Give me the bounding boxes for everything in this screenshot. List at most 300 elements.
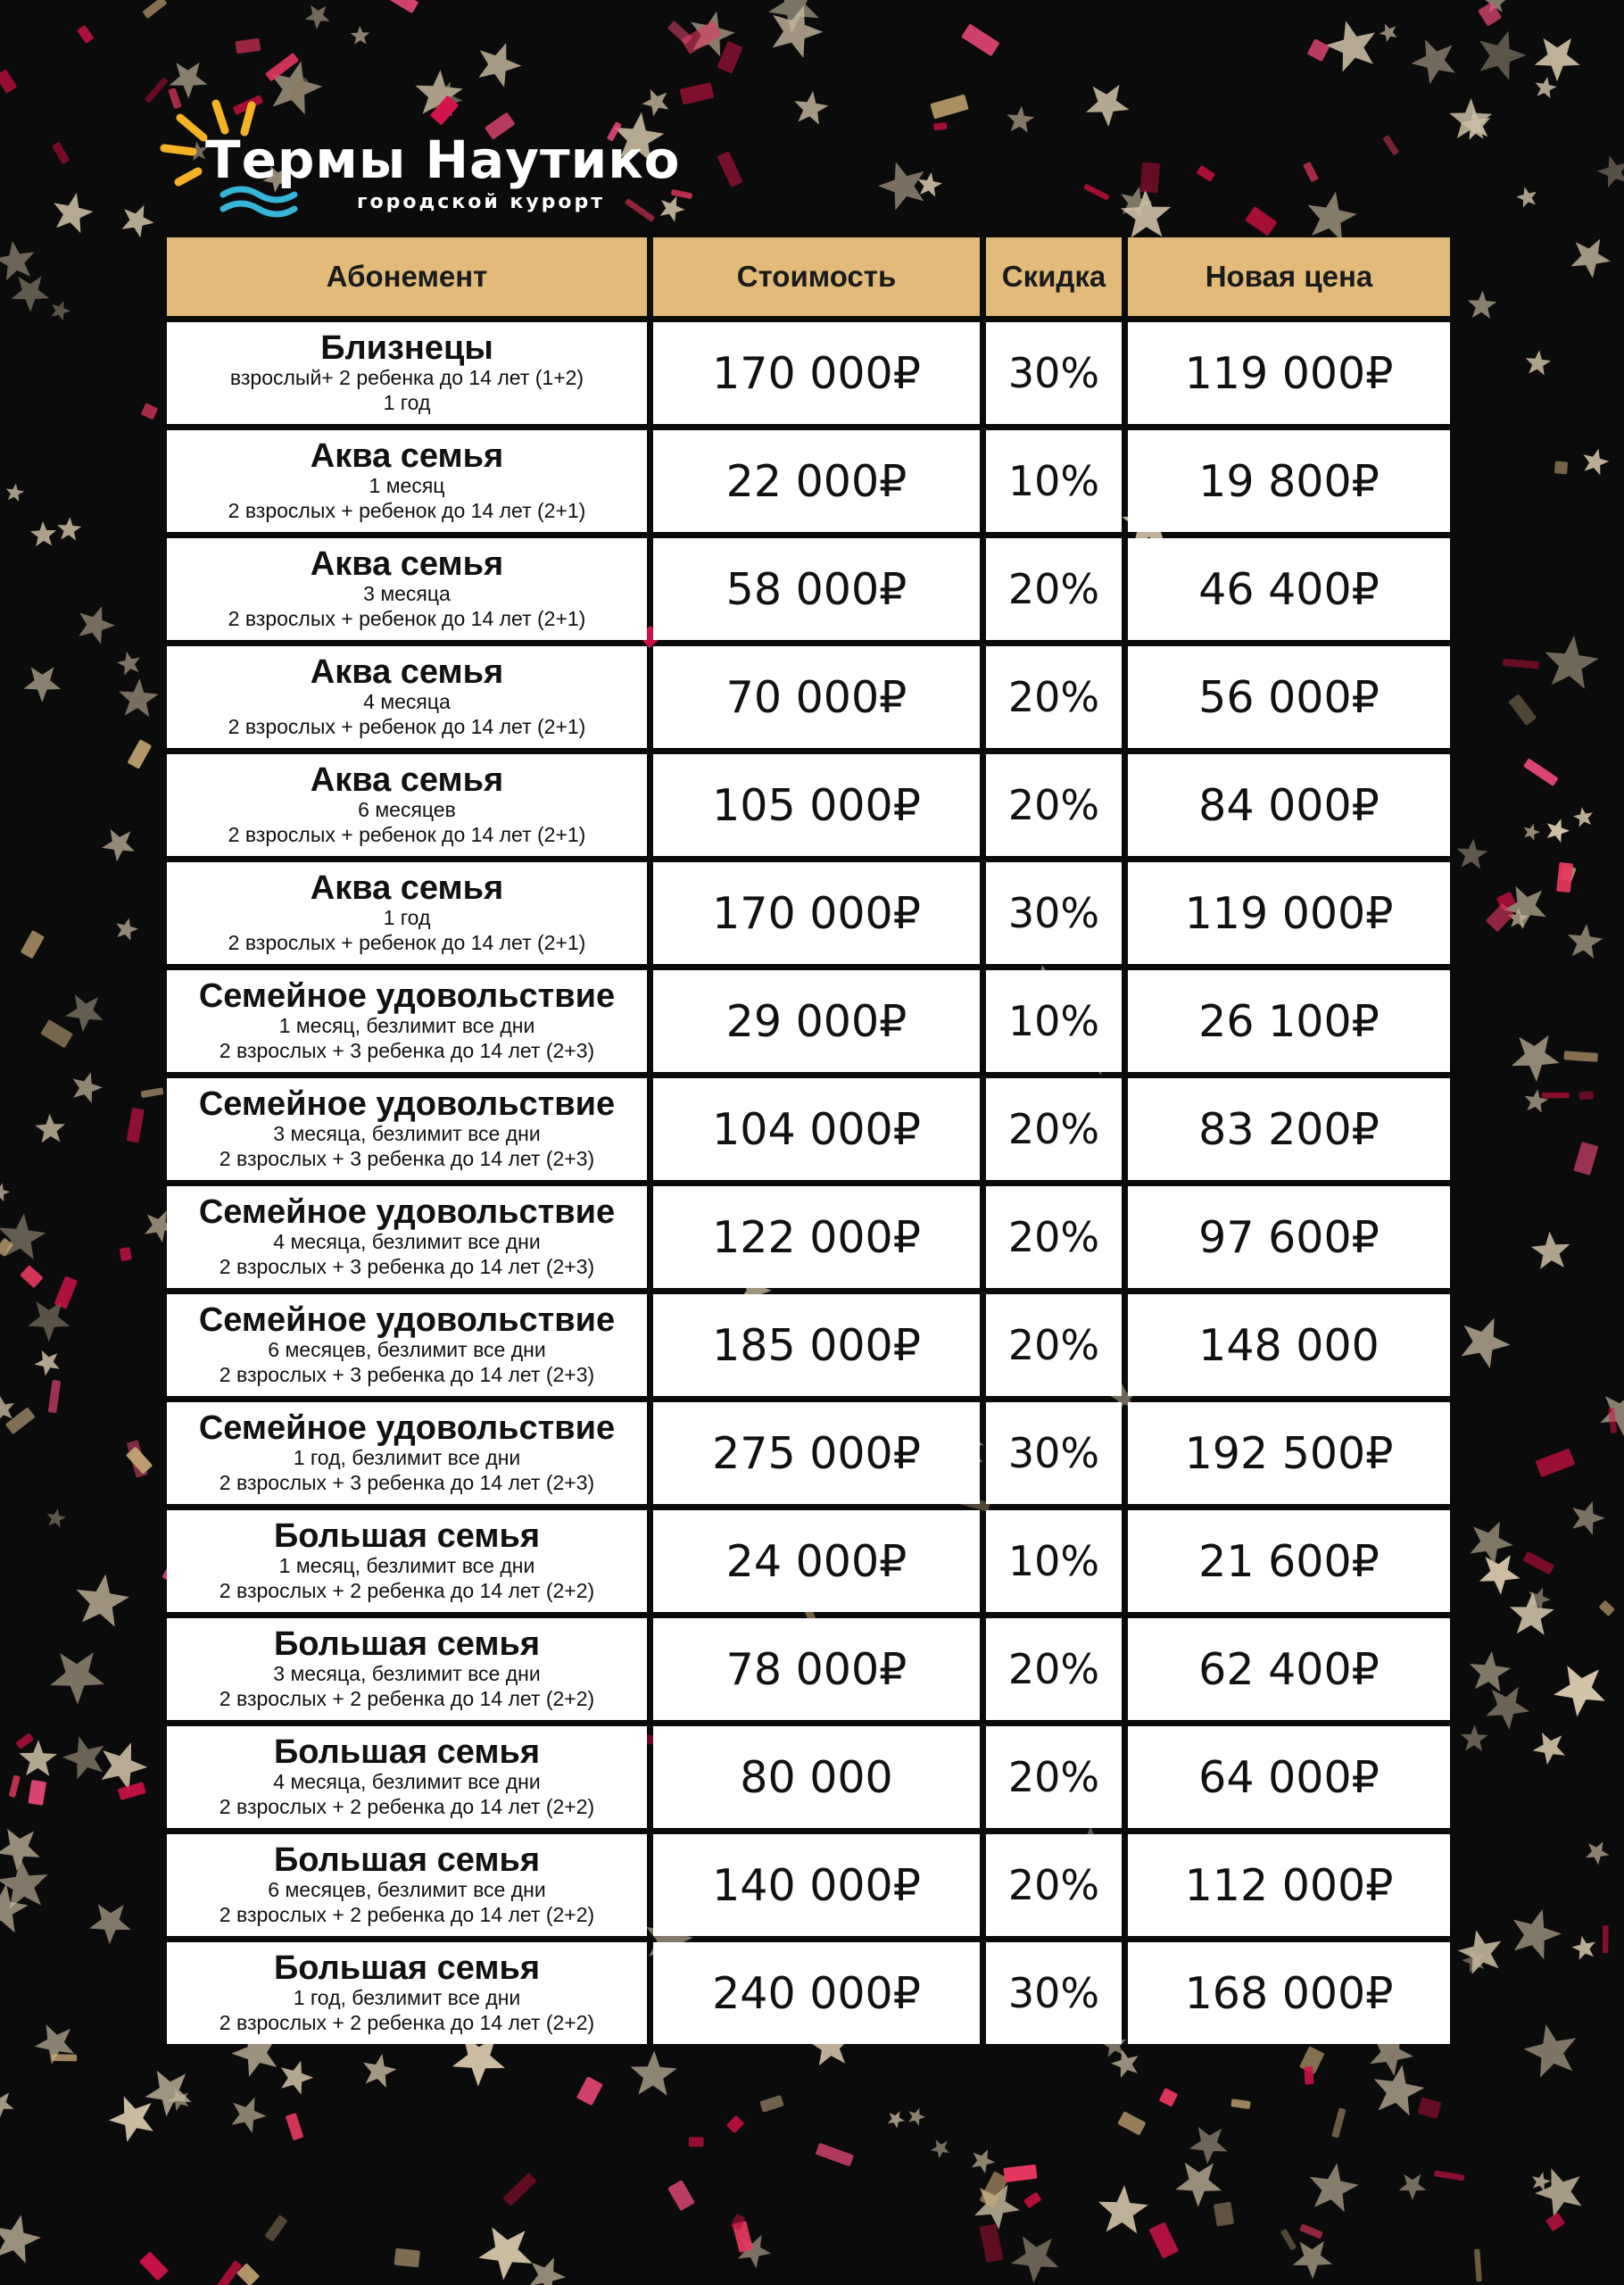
confetti-piece: [1578, 1091, 1594, 1100]
new-price-cell: [1128, 1402, 1450, 1504]
confetti-piece: [671, 189, 692, 199]
confetti-piece: [40, 1019, 73, 1048]
brand-name: Термы Наутико: [205, 129, 681, 190]
confetti-piece: [118, 1782, 146, 1800]
discount-value: 20%: [1007, 1321, 1100, 1369]
star-icon: [47, 1508, 66, 1528]
confetti-piece: [667, 21, 692, 45]
confetti-piece: [1159, 2088, 1179, 2107]
plan-name: Большая семья: [273, 1949, 541, 1987]
star-icon: [1583, 449, 1609, 476]
table-row: [167, 1186, 1456, 1288]
confetti-piece: [1303, 162, 1319, 182]
table-row: [167, 538, 1456, 640]
confetti-piece: [21, 930, 45, 959]
new-price-value: 119 000₽: [1184, 347, 1394, 399]
price-cell: [653, 1402, 980, 1504]
plan-cell: [167, 862, 647, 964]
confetti-piece: [979, 2223, 1003, 2263]
star-icon: [109, 2097, 153, 2142]
confetti-piece: [1573, 1142, 1598, 1176]
brand-tagline: городской курорт: [357, 191, 606, 213]
star-icon: [1554, 1666, 1605, 1716]
price-value: 122 000₽: [712, 1211, 921, 1263]
confetti-piece: [680, 82, 715, 104]
price-value: 22 000₽: [725, 455, 907, 507]
table-row: [167, 1294, 1456, 1396]
star-icon: [1479, 31, 1527, 80]
price-value: 275 000₽: [712, 1427, 921, 1479]
confetti-piece: [726, 2115, 745, 2134]
plan-name: Семейное удовольствие: [198, 977, 616, 1015]
price-cell: [653, 646, 980, 748]
star-icon: [117, 652, 140, 676]
confetti-piece: [1434, 2170, 1465, 2181]
confetti-piece: [759, 2095, 784, 2113]
price-cell: [653, 1186, 980, 1288]
discount-value: 20%: [1007, 565, 1100, 613]
price-cell: [653, 754, 980, 856]
discount-cell: [986, 1294, 1122, 1396]
price-value: 24 000₽: [725, 1535, 907, 1587]
table-row: [167, 970, 1456, 1072]
plan-detail-1: 4 месяца: [363, 690, 451, 713]
discount-value: 20%: [1007, 1861, 1100, 1909]
table-row: [167, 430, 1456, 532]
star-icon: [232, 2098, 267, 2133]
star-icon: [351, 26, 370, 45]
plan-name: Семейное удовольствие: [198, 1301, 616, 1339]
star-icon: [1374, 2065, 1425, 2116]
plan-cell: [167, 1834, 647, 1936]
confetti-piece: [933, 122, 948, 130]
plan-detail-2: 2 взрослых + ребенок до 14 лет (2+1): [228, 607, 586, 630]
table-header-row: [167, 237, 1456, 316]
new-price-cell: [1128, 1510, 1450, 1612]
new-price-cell: [1128, 1726, 1450, 1828]
plan-name: Семейное удовольствие: [198, 1085, 616, 1123]
plan-detail-1: 4 месяца, безлимит все дни: [273, 1770, 541, 1793]
confetti-piece: [1083, 184, 1110, 201]
star-icon: [1571, 239, 1612, 278]
new-price-value: 97 600₽: [1198, 1211, 1380, 1263]
discount-cell: [986, 1618, 1122, 1720]
star-icon: [0, 1396, 14, 1421]
plan-detail-2: 2 взрослых + 2 ребенка до 14 лет (2+2): [219, 2011, 595, 2034]
plan-detail-2: 2 взрослых + 2 ребенка до 14 лет (2+2): [219, 1795, 595, 1818]
plan-cell: [167, 970, 647, 1072]
new-price-cell: [1128, 1078, 1450, 1180]
star-icon: [54, 193, 93, 233]
confetti-piece: [1556, 862, 1573, 893]
star-icon: [1512, 1035, 1560, 1082]
confetti-piece: [1382, 135, 1399, 155]
price-cell: [653, 322, 980, 424]
price-cell: [653, 1510, 980, 1612]
star-icon: [1189, 2127, 1228, 2165]
star-icon: [642, 89, 668, 116]
star-icon: [1568, 924, 1603, 959]
star-icon: [1399, 2174, 1427, 2200]
new-price-cell: [1128, 646, 1450, 748]
confetti-piece: [286, 2113, 304, 2140]
price-cell: [653, 1078, 980, 1180]
plan-detail-1: 1 месяц, безлимит все дни: [278, 1554, 535, 1577]
confetti-piece: [625, 198, 655, 222]
new-price-cell: [1128, 1942, 1450, 2044]
confetti-piece: [20, 1265, 43, 1288]
plan-name: Аква семья: [310, 437, 504, 475]
discount-value: 10%: [1007, 1537, 1100, 1585]
star-icon: [0, 241, 35, 280]
price-cell: [653, 1618, 980, 1720]
star-icon: [1175, 2163, 1222, 2207]
table-row: [167, 322, 1456, 424]
confetti-piece: [930, 94, 968, 119]
new-price-cell: [1128, 538, 1450, 640]
star-icon: [931, 2140, 949, 2158]
star-icon: [145, 2071, 192, 2117]
star-icon: [281, 2061, 313, 2095]
plan-cell: [167, 1726, 647, 1828]
star-icon: [57, 517, 81, 540]
confetti-piece: [28, 1780, 46, 1806]
star-icon: [1310, 2163, 1359, 2212]
plan-detail-2: 2 взрослых + ребенок до 14 лет (2+1): [228, 499, 586, 522]
discount-cell: [986, 1834, 1122, 1936]
discount-value: 20%: [1007, 1645, 1100, 1693]
star-icon: [77, 1575, 129, 1627]
plan-cell: [167, 538, 647, 640]
new-price-value: 21 600₽: [1198, 1535, 1380, 1587]
plan-detail-1: 4 месяца, безлимит все дни: [273, 1230, 541, 1253]
plan-detail-1: 1 год: [383, 906, 431, 929]
price-value: 80 000: [740, 1751, 893, 1803]
star-icon: [1536, 77, 1557, 98]
confetti-piece: [52, 142, 70, 165]
plan-detail-1: 1 месяц: [369, 474, 445, 497]
plan-detail-2: 2 взрослых + 3 ребенка до 14 лет (2+3): [219, 1039, 595, 1062]
new-price-cell: [1128, 322, 1450, 424]
star-icon: [34, 1350, 59, 1376]
confetti-piece: [1523, 758, 1559, 786]
new-price-value: 26 100₽: [1198, 995, 1380, 1047]
plan-detail-2: 1 год: [383, 391, 431, 414]
discount-value: 10%: [1007, 457, 1100, 505]
plan-detail-1: 1 год, безлимит все дни: [293, 1986, 521, 2009]
price-value: 240 000₽: [712, 1967, 921, 2019]
star-icon: [478, 2227, 532, 2280]
price-value: 140 000₽: [712, 1859, 921, 1911]
star-icon: [73, 1072, 103, 1103]
confetti-piece: [77, 25, 95, 44]
confetti-piece: [142, 0, 167, 19]
star-icon: [6, 484, 25, 502]
plan-detail-1: 6 месяцев: [358, 798, 456, 821]
price-value: 58 000₽: [725, 563, 907, 615]
star-icon: [878, 162, 924, 210]
star-icon: [1098, 2185, 1148, 2233]
table-row: [167, 1078, 1456, 1180]
star-icon: [908, 2108, 925, 2126]
confetti-piece: [816, 2143, 854, 2167]
confetti-piece: [15, 1732, 34, 1749]
plan-name: Большая семья: [273, 1625, 541, 1663]
plan-detail-1: 1 месяц, безлимит все дни: [278, 1014, 535, 1037]
price-cell: [653, 970, 980, 1072]
plan-detail-2: 2 взрослых + 2 ребенка до 14 лет (2+2): [219, 1903, 595, 1926]
new-price-cell: [1128, 1186, 1450, 1288]
new-price-value: 83 200₽: [1198, 1103, 1380, 1155]
plan-name: Аква семья: [310, 761, 504, 799]
discount-cell: [986, 862, 1122, 964]
star-icon: [116, 918, 138, 940]
star-icon: [530, 2257, 567, 2285]
star-icon: [35, 1114, 65, 1143]
new-price-value: 168 000₽: [1184, 1967, 1394, 2019]
star-icon: [1468, 291, 1497, 320]
plan-cell: [167, 1294, 647, 1396]
star-icon: [1086, 85, 1130, 127]
discount-cell: [986, 1510, 1122, 1612]
star-icon: [12, 276, 49, 312]
new-price-cell: [1128, 970, 1450, 1072]
star-icon: [24, 667, 62, 702]
plan-detail-2: 2 взрослых + 2 ребенка до 14 лет (2+2): [219, 1687, 595, 1710]
confetti-piece: [1603, 1925, 1609, 1953]
confetti-piece: [235, 38, 261, 54]
table-row: [167, 1618, 1456, 1720]
plan-detail-1: взрослый+ 2 ребенка до 14 лет (1+2): [229, 366, 584, 389]
confetti-piece: [689, 2137, 704, 2147]
star-icon: [917, 172, 942, 197]
star-icon: [0, 2092, 14, 2119]
plan-detail-1: 3 месяца, безлимит все дни: [273, 1662, 541, 1685]
confetti-piece: [1554, 461, 1568, 474]
star-icon: [660, 196, 685, 222]
confetti-piece: [961, 23, 999, 56]
star-icon: [65, 994, 104, 1032]
plan-detail-1: 3 месяца, безлимит все дни: [273, 1122, 541, 1145]
plan-cell: [167, 1078, 647, 1180]
star-icon: [119, 678, 159, 717]
star-icon: [1457, 839, 1488, 869]
plan-detail-2: 2 взрослых + 3 ребенка до 14 лет (2+3): [219, 1147, 595, 1170]
confetti-piece: [1535, 1448, 1575, 1477]
confetti-piece: [1331, 2107, 1346, 2138]
confetti-piece: [1474, 2248, 1482, 2281]
star-icon: [1326, 21, 1375, 71]
discount-cell: [986, 970, 1122, 1072]
discount-cell: [986, 322, 1122, 424]
confetti-piece: [1598, 1600, 1615, 1616]
star-icon: [1545, 636, 1598, 688]
price-cell: [653, 1834, 980, 1936]
confetti-piece: [1148, 2222, 1179, 2258]
confetti-piece: [9, 1774, 21, 1797]
star-icon: [0, 2215, 41, 2264]
plan-detail-1: 6 месяцев, безлимит все дни: [268, 1338, 546, 1361]
star-icon: [30, 521, 56, 546]
new-price-value: 192 500₽: [1184, 1427, 1394, 1479]
discount-value: 20%: [1007, 673, 1100, 721]
plan-cell: [167, 1942, 647, 2044]
new-price-cell: [1128, 1834, 1450, 1936]
plan-cell: [167, 430, 647, 532]
star-icon: [1524, 2024, 1577, 2078]
price-value: 105 000₽: [712, 779, 921, 831]
star-icon: [0, 1183, 10, 1201]
star-icon: [794, 91, 828, 125]
star-icon: [1572, 1501, 1604, 1535]
confetti-piece: [1197, 165, 1216, 182]
confetti-piece: [48, 1380, 62, 1413]
price-table: [167, 237, 1456, 2050]
star-icon: [79, 606, 115, 644]
new-price-value: 84 000₽: [1198, 779, 1380, 831]
star-icon: [305, 5, 330, 29]
plan-detail-2: 2 взрослых + 3 ребенка до 14 лет (2+3): [219, 1363, 595, 1386]
new-price-cell: [1128, 1618, 1450, 1720]
plan-name: Семейное удовольствие: [198, 1193, 616, 1231]
new-price-value: 56 000₽: [1198, 671, 1380, 723]
discount-cell: [986, 1726, 1122, 1828]
price-value: 170 000₽: [712, 887, 921, 939]
confetti-piece: [1545, 2213, 1565, 2232]
confetti-piece: [1564, 1051, 1599, 1062]
confetti-piece: [1503, 659, 1540, 669]
plan-cell: [167, 1618, 647, 1720]
star-icon: [1526, 350, 1552, 375]
new-price-value: 119 000₽: [1184, 887, 1394, 939]
star-icon: [1007, 106, 1034, 133]
discount-cell: [986, 430, 1122, 532]
plan-name: Аква семья: [310, 545, 504, 583]
price-cell: [653, 538, 980, 640]
confetti-piece: [1542, 1093, 1570, 1099]
confetti-piece: [1140, 162, 1160, 194]
plan-detail-2: 2 взрослых + 2 ребенка до 14 лет (2+2): [219, 1579, 595, 1602]
confetti-piece: [139, 2251, 169, 2281]
price-cell: [653, 1294, 980, 1396]
star-icon: [1111, 2049, 1139, 2078]
star-icon: [1412, 39, 1455, 84]
plan-detail-2: 2 взрослых + ребенок до 14 лет (2+1): [228, 715, 586, 738]
new-price-value: 46 400₽: [1198, 563, 1380, 615]
confetti-piece: [1003, 2165, 1037, 2182]
star-icon: [62, 1736, 104, 1779]
plan-cell: [167, 646, 647, 748]
price-cell: [653, 1942, 980, 2044]
table-row: [167, 1510, 1456, 1612]
plan-cell: [167, 754, 647, 856]
price-value: 29 000₽: [725, 995, 907, 1047]
plan-detail-2: 2 взрослых + ребенок до 14 лет (2+1): [228, 823, 586, 846]
plan-detail-1: 3 месяца: [363, 582, 451, 605]
new-price-value: 19 800₽: [1198, 455, 1380, 507]
table-row: [167, 1834, 1456, 1936]
star-icon: [89, 1904, 131, 1944]
confetti-piece: [394, 2248, 420, 2268]
star-icon: [1586, 1841, 1610, 1865]
confetti-piece: [1304, 2066, 1313, 2084]
star-icon: [1573, 807, 1593, 827]
confetti-piece: [120, 1247, 132, 1261]
star-icon: [1531, 1232, 1570, 1269]
discount-cell: [986, 1942, 1122, 2044]
star-icon: [1011, 2236, 1059, 2282]
confetti-piece: [667, 2180, 695, 2211]
star-icon: [1486, 1687, 1529, 1730]
plan-name: Близнецы: [320, 329, 493, 367]
header-discount: Скидка: [986, 237, 1122, 316]
plan-detail-2: 2 взрослых + 3 ребенка до 14 лет (2+3): [219, 1255, 595, 1278]
star-icon: [363, 2054, 396, 2088]
confetti-piece: [1214, 2202, 1234, 2227]
star-icon: [1470, 1651, 1511, 1692]
star-icon: [1535, 38, 1580, 82]
header-plan: Абонемент: [167, 237, 647, 316]
confetti-piece: [52, 2054, 77, 2061]
new-price-value: 148 000: [1198, 1319, 1380, 1371]
star-icon: [1461, 1724, 1488, 1750]
star-icon: [972, 2149, 995, 2173]
star-icon: [1293, 2241, 1333, 2280]
price-value: 170 000₽: [712, 347, 921, 399]
star-icon: [50, 1652, 104, 1704]
table-row: [167, 1402, 1456, 1504]
table-body: [167, 322, 1456, 2044]
confetti-piece: [264, 2214, 287, 2241]
plan-name: Аква семья: [310, 869, 504, 907]
discount-value: 20%: [1007, 781, 1100, 829]
plan-name: Большая семья: [273, 1841, 541, 1879]
confetti-piece: [1117, 2111, 1146, 2135]
discount-cell: [986, 646, 1122, 748]
price-value: 104 000₽: [712, 1103, 921, 1155]
discount-cell: [986, 754, 1122, 856]
price-cell: [653, 1726, 980, 1828]
new-price-cell: [1128, 1294, 1450, 1396]
star-icon: [1524, 824, 1540, 841]
star-icon: [52, 301, 70, 320]
new-price-cell: [1128, 430, 1450, 532]
discount-cell: [986, 1402, 1122, 1504]
confetti-piece: [387, 0, 418, 13]
table-row: [167, 1942, 1456, 2044]
plan-cell: [167, 1402, 647, 1504]
new-price-cell: [1128, 754, 1450, 856]
confetti-piece: [0, 69, 17, 94]
star-icon: [1380, 24, 1397, 43]
plan-name: Семейное удовольствие: [198, 1409, 616, 1447]
star-icon: [1479, 1555, 1520, 1595]
star-icon: [1516, 187, 1537, 208]
header-price: Стоимость: [653, 237, 980, 316]
plan-cell: [167, 322, 647, 424]
plan-detail-1: 6 месяцев, безлимит все дни: [268, 1878, 546, 1901]
price-cell: [653, 430, 980, 532]
confetti-piece: [576, 2076, 603, 2106]
confetti-piece: [1417, 2097, 1441, 2119]
discount-cell: [986, 538, 1122, 640]
discount-value: 30%: [1007, 1429, 1100, 1477]
confetti-piece: [1508, 694, 1537, 726]
confetti-piece: [1280, 2229, 1297, 2251]
confetti-piece: [1230, 2098, 1250, 2109]
star-icon: [102, 829, 135, 861]
star-icon: [1308, 192, 1357, 242]
